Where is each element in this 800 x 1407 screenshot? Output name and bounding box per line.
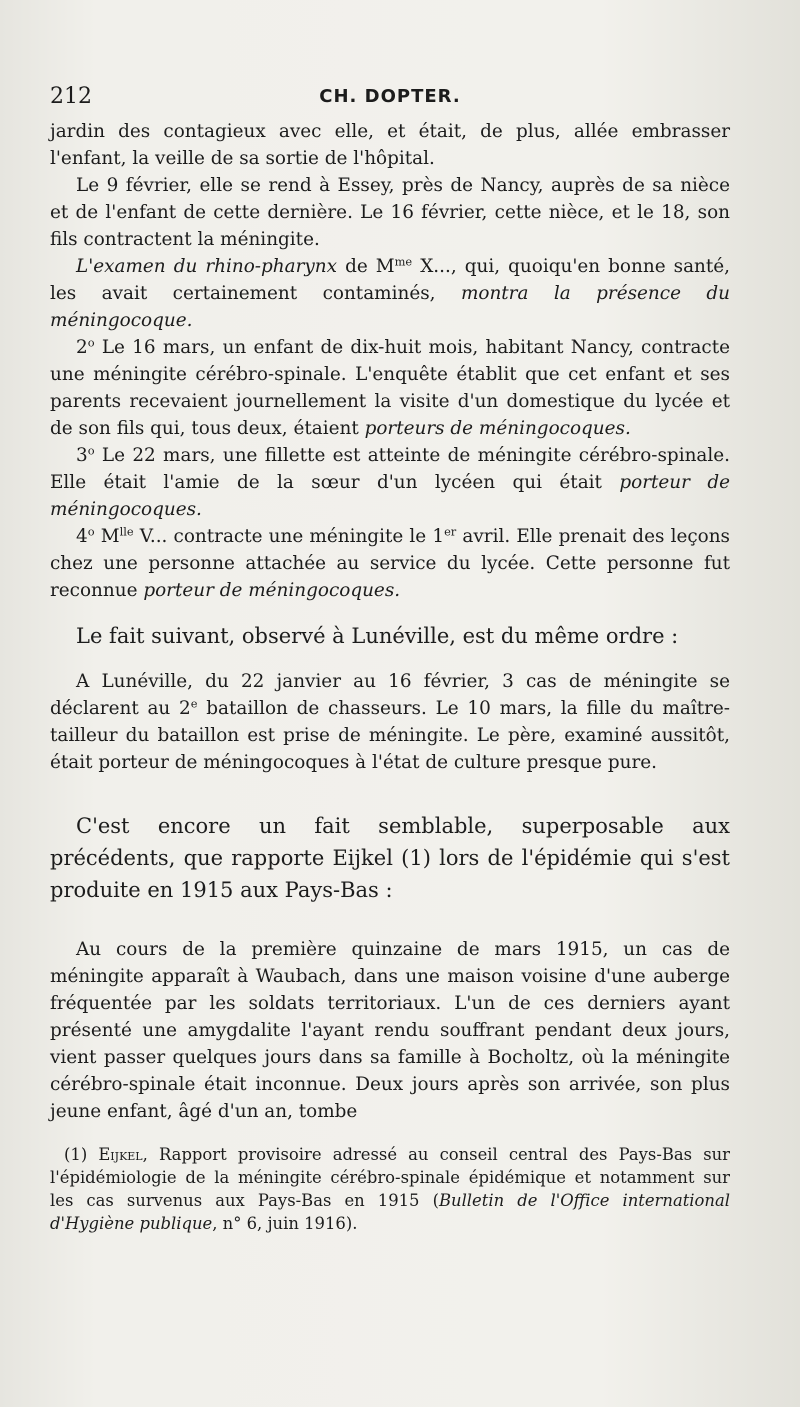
waubach-paragraph: Au cours de la première quinzaine de mars 1915, un cas de méningite apparaît à Waubach, dans une maison voisine d'une auberge fréquentée par les soldats territoriaux. L'un de ces derniers ayant présenté une amygdalite l'ayant rendu souffrant pendant deux jours, vient passer quelques jours dans sa famille à Bocholtz, où la méningite cérébro-spinale était inconnue. Deux jours après son arrivée, son plus jeune enfant, âgé d'un an, tombe (50, 939, 730, 1122)
luneville-paragraph: A Lunéville, du 22 janvier au 16 février, 3 cas de méningite se déclarent au 2e bataillon de chasseurs. Le 10 mars, la fille du maître-tailleur du bataillon est prise de méningite. Le père, examiné aussitôt, était porteur de méningocoques à l'état de culture presque pure. (50, 671, 730, 773)
case-3-paragraph: 3$^o$ Le 22 mars, une fillette est atteinte de méningite cérébro-spinale. Elle était l'amie de la sœur d'un lycéen qui était porteur de méningocoques. (50, 443, 730, 520)
italic-phrase: montra la présence du méningocoque. (50, 283, 730, 331)
case-4-paragraph: 4$^o$ $M^{lle}$ V... contracte une méningite le 1er avril. Elle prenait des leçons chez une personne attachée au service du lycée. Cette personne fut reconnue porteur de méningocoques. (50, 524, 730, 601)
italic-phrase: porteurs de méningocoques. (364, 418, 631, 439)
case-list-section (50, 118, 730, 604)
italic-phrase: L'examen du rhino-pharynx (76, 256, 338, 277)
eijkel-intro-section (50, 810, 730, 906)
footnotes (50, 1143, 730, 1235)
page-number: 212 (50, 84, 92, 109)
luneville-case-section (50, 668, 730, 776)
eijkel-intro: C'est encore un fait semblable, superposable aux précédents, que rapporte Eijkel (1) lors de l'épidémie qui s'est produite en 1915 aux Pays-Bas : (50, 814, 730, 902)
case-2-paragraph: 2$^o$ Le 16 mars, un enfant de dix-huit mois, habitant Nancy, contracte une méningite cérébro-spinale. L'enquête établit que cet enfant et ses parents recevaient journellement la visite d'un domestique du lycée et de son fils qui, tous deux, étaient porteurs de méningocoques. (50, 335, 730, 439)
luneville-intro: Le fait suivant, observé à Lunéville, est du même ordre : (76, 624, 679, 648)
continued-paragraph: jardin des contagieux avec elle, et était, de plus, allée embrasser l'enfant, la veille de sa sortie de l'hôpital. (50, 121, 730, 169)
footnote-1: (1) Eijkel, Rapport provisoire adressé au conseil central des Pays-Bas sur l'épidémiologie de la méningite cérébro-spinale épidémique et notamment sur les cas survenus aux Pays-Bas en 1915 (Bulletin de l'Office international d'Hygiène publique, n° 6, juin 1916). (50, 1145, 731, 1233)
running-head: CH. DOPTER. (319, 86, 461, 107)
book-page (50, 84, 730, 1235)
footnote-author: Eijkel (98, 1145, 143, 1164)
waubach-section (50, 936, 730, 1125)
italic-phrase: porteur de méningocoques. (50, 472, 730, 520)
rhino-pharynx-paragraph: L'examen du rhino-pharynx de $M^{me}$ X..., qui, quoiqu'en bonne santé, les avait certainement contaminés, montra la présence du méningocoque. (50, 254, 730, 331)
luneville-intro-section (50, 620, 730, 652)
italic-phrase: porteur de méningocoques. (143, 580, 401, 601)
journal-title: Bulletin de l'Office international d'Hygiène publique (50, 1191, 730, 1233)
essey-paragraph: Le 9 février, elle se rend à Essey, près de Nancy, auprès de sa nièce et de l'enfant de cette dernière. Le 16 février, cette nièce, et le 18, son fils contractent la méningite. (50, 175, 730, 250)
page-header (50, 84, 730, 118)
footnote-marker: (1) (64, 1145, 88, 1164)
